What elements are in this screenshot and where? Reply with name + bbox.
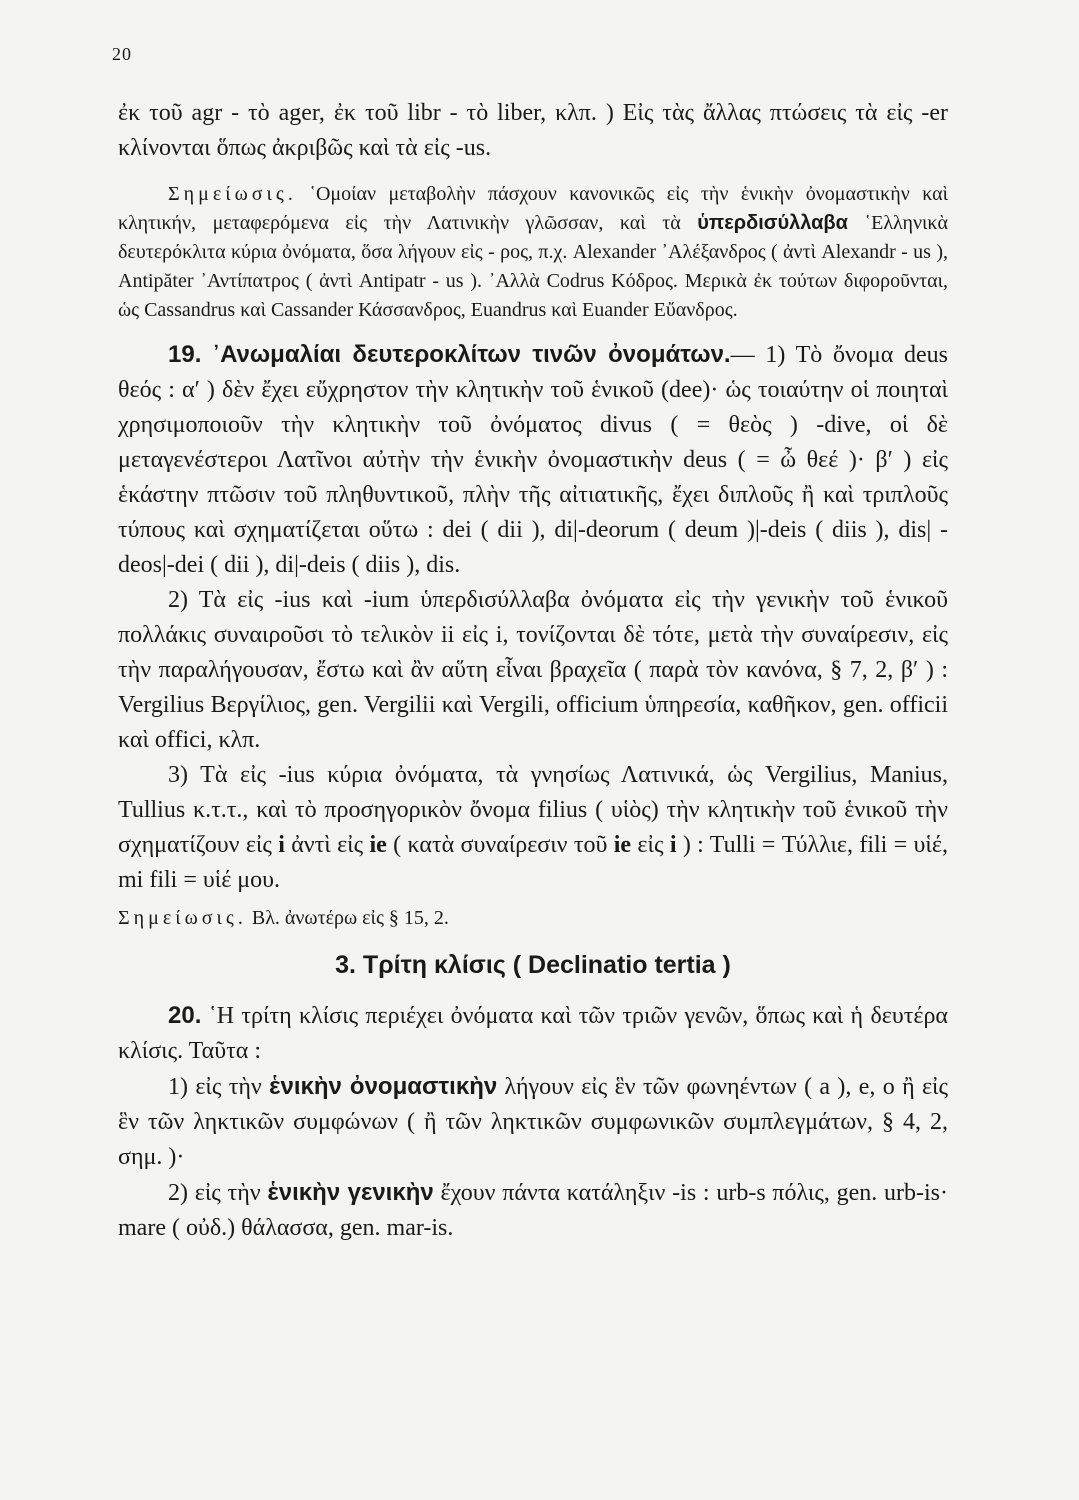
note-paragraph-2 xyxy=(118,904,948,933)
s20-i1-a: 1) εἰς τὴν xyxy=(168,1074,270,1100)
page-number: 20 xyxy=(112,44,132,64)
section-19-point-3 xyxy=(118,758,948,898)
note-2-label: Σημείωσις. xyxy=(118,907,247,929)
section-19-text-1: — 1) Τὸ ὄνομα deus θεός : α′ ) δὲν ἔχει εὔχρηστον τὴν κλητικὴν τοῦ ἑνικοῦ (dee)· ὡς τοιαύτην οἱ ποιηταὶ χρησιμοποιοῦν τὴν κλητικὴν τοῦ ὀνόματος divus ( = θεὸς ) -dive, οἱ δὲ μεταγενέστεροι Λατῖνοι αὐτὴν τὴν ἑνικὴν ὀνομαστικὴν deus ( = ὦ θεέ )· β′ ) εἰς ἑκάστην πτῶσιν τοῦ πληθυντικοῦ, πλὴν τῆς αἰτιατικῆς, ἔχει διπλοῦς ἢ καὶ τριπλοῦς τύπους καὶ σχηματίζεται οὕτω : dei ( dii ), di|-deorum ( deum )|-deis ( diis ), dis| -deos|-dei ( dii ), di|-deis ( diis ), dis. xyxy=(118,342,948,578)
s19-p3-i: i xyxy=(278,832,285,858)
section-20-text: ῾Η τρίτη κλίσις περιέχει ὀνόματα καὶ τῶν τριῶν γενῶν, ὅπως καὶ ἡ δευτέρα κλίσις. Ταῦτα : xyxy=(118,1003,948,1064)
section-19-number: 19. xyxy=(168,341,202,368)
section-20 xyxy=(118,998,948,1069)
s19-p3-i2: i xyxy=(669,832,677,858)
s20-i1-b: λήγουν εἰς ἓν τῶν φωνηέντων ( a ), e, o ἢ εἰς ἓν τῶν ληκτικῶν συμφώνων ( ἢ τῶν ληκτικῶν συμφωνικῶν συμπλεγμάτων, § 4, 2, σημ. )· xyxy=(118,1074,949,1170)
section-19-point-2: 2) Τὰ εἰς -ius καὶ -ium ὑπερδισύλλαβα ὀνόματα εἰς τὴν γενικὴν τοῦ ἑνικοῦ πολλάκις συναιροῦσι τὸ τελικὸν ii εἰς i, τονίζονται δὲ τότε, μετὰ τὴν συναίρεσιν, εἰς τὴν παραλήγουσαν, ἔστω καὶ ἂν αὕτη εἶναι βραχεῖα ( παρὰ τὸν κανόνα, § 7, 2, β′ ) : Vergilius Βεργίλιος, gen. Vergilii καὶ Vergili, officium ὑπηρεσία, καθῆκον, gen. officii καὶ offici, κλπ. xyxy=(118,587,948,753)
s19-p3-c: ( κατὰ συναίρεσιν τοῦ xyxy=(386,832,614,858)
s20-i2-bold: ἑνικὴν γενικὴν xyxy=(267,1179,434,1206)
s19-p3-ie2: ie xyxy=(613,832,632,858)
note-2-text: Βλ. ἀνωτέρω εἰς § 15, 2. xyxy=(246,907,449,929)
s19-p3-d: εἰς xyxy=(631,832,670,858)
s19-p3-e: ) : Tulli = Τύλλιε, fili = υἱέ, mi fili = υἱέ μου. xyxy=(118,832,948,893)
note-paragraph xyxy=(118,180,948,325)
section-20-item-1 xyxy=(118,1069,948,1175)
page-body xyxy=(118,96,948,1246)
s19-p3-a: 3) Τὰ εἰς -ius κύρια ὀνόματα, τὰ γνησίως Λατινικά, ὡς Vergilius, Manius, Tullius κ.τ.τ., καὶ τὸ προσηγορικὸν ὄνομα filius ( υἱὸς) τὴν κλητικὴν τοῦ ἑνικοῦ τὴν σχηματίζουν εἰς xyxy=(118,762,948,858)
s20-i2-b: ἔχουν πάντα κατάληξιν -is : urb-s πόλις, gen. urb-is· mare ( οὐδ.) θάλασσα, gen. mar-is. xyxy=(118,1180,949,1241)
s20-i2-a: 2) εἰς τὴν xyxy=(168,1180,268,1206)
note-text-a: ῾Ομοίαν μεταβολὴν πάσχουν κανονικῶς εἰς τὴν ἑνικὴν ὀνομαστικὴν καὶ κλητικήν, μεταφερόμενα εἰς τὴν Λατινικὴν γλῶσσαν, καὶ τὰ xyxy=(118,183,948,234)
section-20-number: 20. xyxy=(168,1002,202,1029)
section-heading: 3. Τρίτη κλίσις ( Declinatio tertia ) xyxy=(335,951,731,979)
note-bold-term: ὑπερδισύλλαβα xyxy=(697,212,848,234)
paragraph-intro: ἐκ τοῦ agr - τὸ ager, ἐκ τοῦ libr - τὸ liber, κλπ. ) Εἰς τὰς ἄλλας πτώσεις τὰ εἰς -er κλίνονται ὅπως ἀκριβῶς καὶ τὰ εἰς -us. xyxy=(118,100,948,161)
section-19 xyxy=(118,337,948,583)
note-text-b: ῾Ελληνικὰ δευτερόκλιτα κύρια ὀνόματα, ὅσα λήγουν εἰς - ρος, π.χ. Alexander ᾿Αλέξανδρος ( ἀντὶ Alexandr - us ), Antipăter ᾿Αντίπατρος ( ἀντὶ Antipatr - us ). ᾿Αλλὰ Codrus Κόδρος. Μερικὰ ἐκ τούτων διφοροῦνται, ὡς Cassandrus καὶ Cassander Κάσσανδρος, Euandrus καὶ Euander Εὔανδρος. xyxy=(118,212,948,321)
section-20-item-2 xyxy=(118,1175,948,1246)
section-19-title: ᾿Ανωμαλίαι δευτεροκλίτων τινῶν ὀνομάτων. xyxy=(212,341,731,368)
s20-i1-bold: ἑνικὴν ὀνομαστικὴν xyxy=(269,1073,498,1100)
note-label: Σημείωσις. xyxy=(168,183,297,205)
s19-p3-b: ἀντὶ εἰς xyxy=(284,832,370,858)
s19-p3-ie: ie xyxy=(369,832,387,858)
